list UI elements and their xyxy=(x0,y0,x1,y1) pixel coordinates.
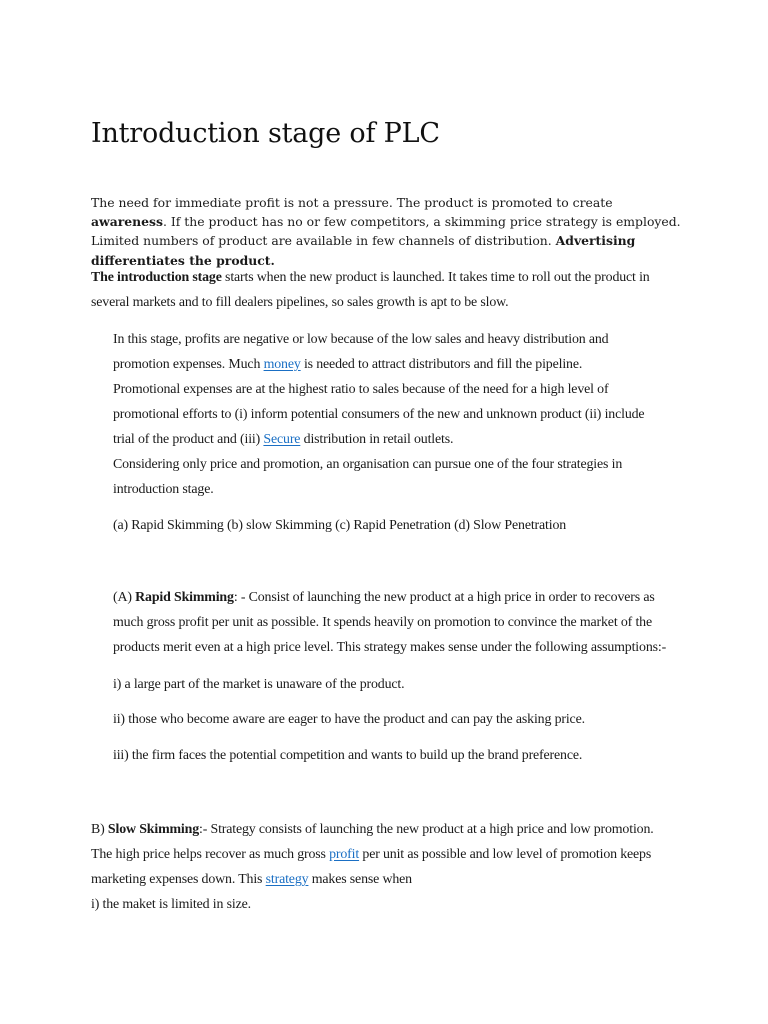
slow-line3-a: marketing expenses down. This xyxy=(91,872,266,887)
strategies-list xyxy=(113,513,566,538)
indent-line2-b: is needed to attract distributors and fill the pipeline. xyxy=(300,357,583,372)
slow-line3-b: makes sense when xyxy=(308,872,412,887)
slow-line2-b: per unit as possible and low level of promotion keeps xyxy=(359,847,652,862)
introduction-stage-paragraph xyxy=(91,265,650,315)
slow-line4: i) the maket is limited in size. xyxy=(91,897,251,912)
slow-line2-a: The high price helps recover as much gross xyxy=(91,847,330,862)
intro-bold-awareness: awareness xyxy=(91,214,163,230)
intro-stage-line1: starts when the new product is launched. It takes time to roll out the product in xyxy=(221,270,650,285)
assumption-item xyxy=(113,743,582,768)
page-title: Introduction stage of PLC xyxy=(91,118,440,149)
indent-line7: introduction stage. xyxy=(113,482,214,497)
slow-prefix: B) xyxy=(91,822,108,837)
rapid-line2: much gross profit per unit as possible. It spends heavily on promotion to convince the market of the xyxy=(113,615,652,630)
rapid-skimming-paragraph xyxy=(113,585,666,660)
indented-paragraph xyxy=(113,327,644,502)
slow-line1: :- Strategy consists of launching the new product at a high price and low promotion. xyxy=(199,822,654,837)
text-line xyxy=(91,842,654,867)
rapid-line3: products merit even at a high price level. This strategy makes sense under the following assumptions:- xyxy=(113,640,667,655)
intro-stage-line2: several markets and to fill dealers pipelines, so sales growth is apt to be slow. xyxy=(91,295,509,310)
text-line xyxy=(91,265,650,290)
slow-skimming-heading: Slow Skimming xyxy=(107,822,199,837)
assumption-item xyxy=(113,707,585,732)
text-line xyxy=(91,817,654,842)
strategies-text: (a) Rapid Skimming (b) slow Skimming (c) Rapid Penetration (d) Slow Penetration xyxy=(113,518,567,533)
indent-line6: Considering only price and promotion, an organisation can pursue one of the four strategies in xyxy=(113,457,623,472)
assumption-item xyxy=(113,672,404,697)
indent-line5-b: distribution in retail outlets. xyxy=(300,432,454,447)
assumption-text: iii) the firm faces the potential competition and wants to build up the brand preference. xyxy=(113,748,583,763)
money-link[interactable]: money xyxy=(263,357,301,372)
assumption-text: i) a large part of the market is unaware of the product. xyxy=(113,677,405,692)
intro-stage-bold: The introduction stage xyxy=(91,270,222,285)
text-line xyxy=(113,585,666,610)
indent-line4: promotional efforts to (i) inform potential consumers of the new and unknown product (ii) include xyxy=(113,407,645,422)
indent-line3: Promotional expenses are at the highest ratio to sales because of the need for a high level of xyxy=(113,382,609,397)
intro-bold-advertising: Advertising differentiates the product. xyxy=(91,233,636,268)
profit-link[interactable]: profit xyxy=(329,847,360,862)
indent-line2-a: promotion expenses. Much xyxy=(113,357,264,372)
strategy-link[interactable]: strategy xyxy=(265,872,309,887)
text-line xyxy=(91,867,654,892)
indent-line1: In this stage, profits are negative or low because of the low sales and heavy distribution and xyxy=(113,332,609,347)
intro-text-2: . If the product has no or few competitors, a skimming price strategy is employed. Limited numbers of product are available in few channels of distribution. xyxy=(91,214,681,249)
rapid-skimming-heading: Rapid Skimming xyxy=(135,590,234,605)
indent-line5-a: trial of the product and (iii) xyxy=(113,432,264,447)
secure-link[interactable]: Secure xyxy=(263,432,301,447)
rapid-line1: : - Consist of launching the new product at a high price in order to recovers as xyxy=(233,590,655,605)
slow-skimming-paragraph xyxy=(91,817,654,917)
text-line xyxy=(113,427,644,452)
text-line xyxy=(113,352,644,377)
intro-text-1: The need for immediate profit is not a pressure. The product is promoted to create xyxy=(91,195,613,210)
assumption-text: ii) those who become aware are eager to have the product and can pay the asking price. xyxy=(113,712,585,727)
rapid-prefix: (A) xyxy=(113,590,136,605)
intro-paragraph xyxy=(91,193,691,270)
